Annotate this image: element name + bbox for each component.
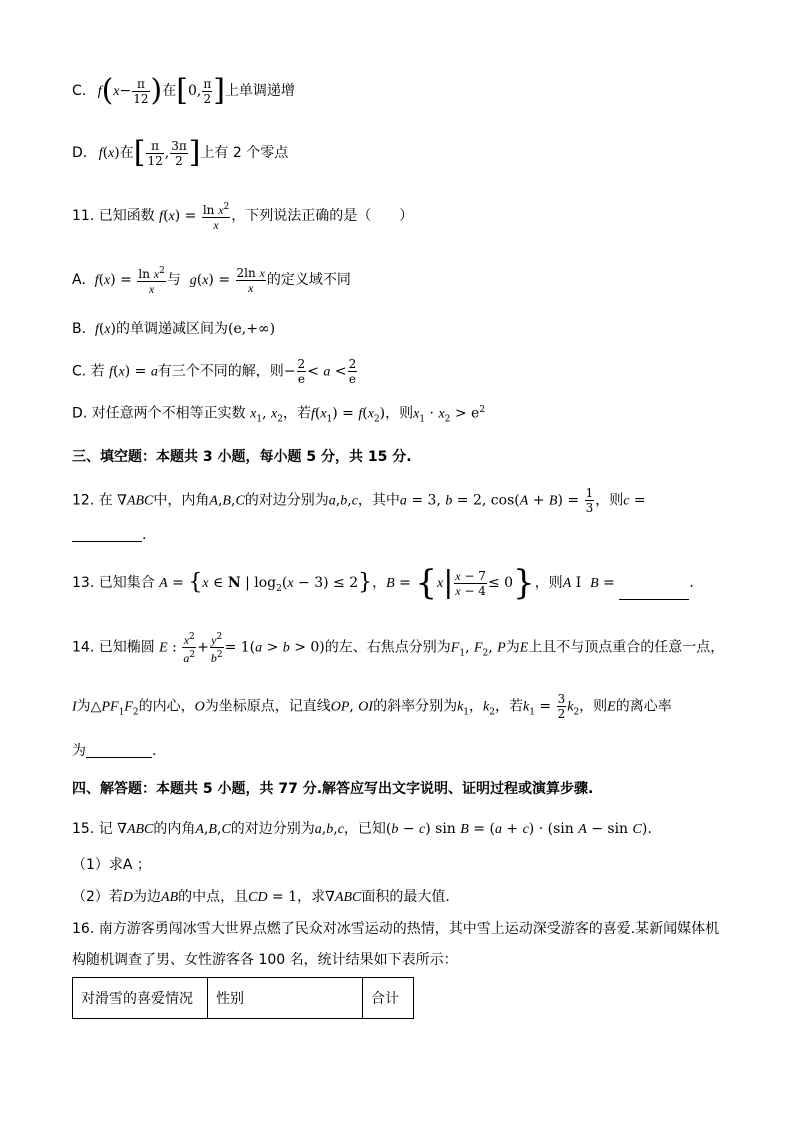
text: 为 [72, 743, 86, 759]
option-label: A. [72, 272, 86, 288]
text: ，若 [494, 698, 523, 715]
fraction: $\frac{x - 7}{x - 4}$ [455, 568, 486, 598]
text: ，则 [579, 698, 608, 715]
option-label: C. [72, 83, 87, 99]
text: 的单调递减区间为 [116, 321, 229, 337]
text: 与 [166, 272, 181, 288]
text: （2）若 [72, 889, 123, 905]
text: 的定义域不同 [266, 272, 351, 288]
text: ，则 [534, 575, 563, 591]
text: 的内心， [138, 698, 195, 715]
q15: 15. 记 ∇ABC的内角A,B,C的对边分别为a,b,c，已知(b − c) sin B = (a + c) · (sin A − sin C). [72, 821, 652, 837]
fraction: $\frac{\text{2ln x}}{x}$ [236, 265, 265, 295]
text: 上且不与顶点重合的任意一点， [528, 639, 725, 656]
table-row [73, 978, 414, 1019]
math: ) [150, 73, 163, 108]
text: 上单调递增 [224, 83, 295, 99]
text: 的左、右焦点分别为 [324, 639, 451, 656]
fraction: $\frac{1}{3}$ [585, 486, 594, 515]
math: [ [133, 135, 146, 170]
text: 为边 [133, 889, 162, 905]
fraction: $\frac{3}{2}$ [557, 692, 566, 721]
text: 的斜率分别为 [373, 698, 458, 715]
text: 在 [119, 145, 134, 161]
q16-table [72, 977, 414, 1019]
text: 14. 已知椭圆 [72, 639, 155, 656]
math: f [91, 146, 103, 161]
text: 为坐标原点，记直线 [204, 698, 331, 715]
text: ，则 [595, 492, 624, 509]
text: 的对边分别为 [244, 492, 329, 509]
q16-line1: 16. 南方游客勇闯冰雪大世界点燃了民众对冰雪运动的热情，其中雪上运动深受游客的喜爱.某新闻媒体机 [72, 921, 720, 937]
q15-part1: （1）求A ； [72, 857, 151, 873]
text: 为 [76, 698, 91, 715]
text: 中，内角 [153, 492, 210, 509]
fraction: $\frac{\ln x^2}{x}$ [202, 202, 230, 232]
math: ] [213, 73, 225, 108]
q13: 13. 已知集合 A = {x ∈ N | $\log_2(x - 3) \le 2$}，B = {x| $\frac{x - 7}{x - 4}$ ≤ 0}，则A I B = . [72, 563, 694, 603]
fraction: $\frac{\pi}{12}$ [133, 76, 149, 106]
text: ，若 [282, 405, 311, 422]
fraction: $\frac{\pi}{2}$ [203, 76, 212, 106]
q11-option-c: C. 若 f(x) = a有三个不同的解，则− $\frac{2}{e}$ < a < $\frac{2}{e}$ [72, 357, 357, 386]
section-3-title: 三、填空题：本题共 3 小题，每小题 5 分，共 15 分. [72, 449, 412, 465]
q11-stem: 11. 已知函数 f(x) = $\frac{\ln x^2}{x}$ ，下列说法正确的是（ ） [72, 202, 414, 232]
text: ，下列说法正确的是（ ） [231, 208, 414, 224]
math: [ [176, 73, 188, 108]
text: 在 [162, 83, 177, 99]
fraction: $\frac{\pi}{12}$ [147, 138, 163, 168]
text: ，则 [385, 405, 414, 422]
math: x [113, 84, 120, 99]
option-label: B. [72, 321, 87, 337]
text: 的内角 [153, 821, 196, 837]
table-header-cell: 性别 [208, 978, 363, 1019]
math: ] [188, 135, 201, 170]
text: ， [372, 575, 387, 591]
q12-blank: . [72, 528, 146, 542]
q14-line3: 为 . [72, 743, 157, 759]
text: 面积的最大值. [361, 889, 450, 905]
option-label: C. 若 [72, 363, 105, 380]
option-label: D. 对任意两个不相等正实数 [72, 405, 246, 422]
q11-option-a: A. f(x) = $\frac{\ln x^2}{x}$ 与 g(x) = $\frac{\text{2ln x}}{x}$ 的定义域不同 [72, 265, 351, 296]
q11-option-b: B. f(x)的单调递减区间为(e,+∞) [72, 321, 276, 337]
option-label: D. [72, 145, 88, 161]
text: 的对边分别为 [230, 821, 315, 837]
q12: 12. 在 ∇ABC中，内角A,B,C的对边分别为a,b,c，其中a = 3, b = 2, cos(A + B) = $\frac{1}{3}$ ，则c = [72, 486, 646, 515]
text: 13. 已知集合 [72, 575, 155, 591]
text: 11. 已知函数 [72, 208, 155, 224]
q10-option-d: D. f(x)在[ $\frac{\pi}{12}$ , $\frac{3\pi}{2}$ ]上有 2 个零点 [72, 135, 289, 170]
q14-line2: I为$\triangle PF_1F_2$的内心，O为坐标原点，记直线OP, OI的斜率分别为$k_1$，$k_2$，若$k_1$ = $\frac{3}{2}$ $k_2$，则E的离心率 [72, 692, 672, 721]
text: 上有 2 个零点 [200, 145, 289, 161]
fraction: $\frac{3\pi}{2}$ [171, 138, 187, 168]
math: f [90, 84, 102, 99]
text: ，求 [297, 889, 326, 905]
table-header-cell: 对滑雪的喜爱情况 [73, 978, 208, 1019]
text: 为 [505, 639, 520, 656]
q15-part2: （2）若D为边AB的中点，且CD = 1，求∇ABC面积的最大值. [72, 889, 450, 905]
math: ( [101, 73, 114, 108]
text: 有三个不同的解，则 [157, 363, 284, 380]
text: 12. 在 [72, 492, 113, 509]
fraction: $\frac{y^2}{b^2}$ [210, 632, 223, 665]
text: ，其中 [357, 492, 400, 509]
table-header-cell: 合计 [363, 978, 414, 1019]
text: 的离心率 [615, 698, 672, 715]
fraction: $\frac{2}{e}$ [348, 357, 357, 386]
q11-option-d: D. 对任意两个不相等正实数 $x_1$, $x_2$，若$f(x_1) = f(x_2)$，则$x_1 \cdot x_2 > e^2$ [72, 405, 486, 425]
text: 的中点，且 [178, 889, 249, 905]
fraction: $\frac{2}{e}$ [297, 357, 306, 386]
text: ，已知 [343, 821, 386, 837]
text: 15. 记 [72, 821, 113, 837]
section-4-title: 四、解答题：本题共 5 小题，共 77 分.解答应写出文字说明、证明过程或演算步骤. [72, 781, 594, 797]
q10-option-c: C. f(x− $\frac{\pi}{12}$ )在[0, $\frac{\pi}{2}$ ]上单调递增 [72, 73, 295, 108]
q16-line2: 构随机调查了男、女性游客各 100 名，统计结果如下表所示： [72, 952, 458, 968]
fraction: $\frac{\ln x^2}{x}$ [138, 266, 165, 296]
q14-line1: 14. 已知椭圆 E : $\frac{x^2}{a^2}$ + $\frac{y^2}{b^2}$ = 1(a > b > 0)的左、右焦点分别为$F_1$, $F_2$, P为E上且不与顶点重合的任意一点， [72, 632, 725, 665]
fraction: $\frac{x^2}{a^2}$ [183, 632, 196, 665]
